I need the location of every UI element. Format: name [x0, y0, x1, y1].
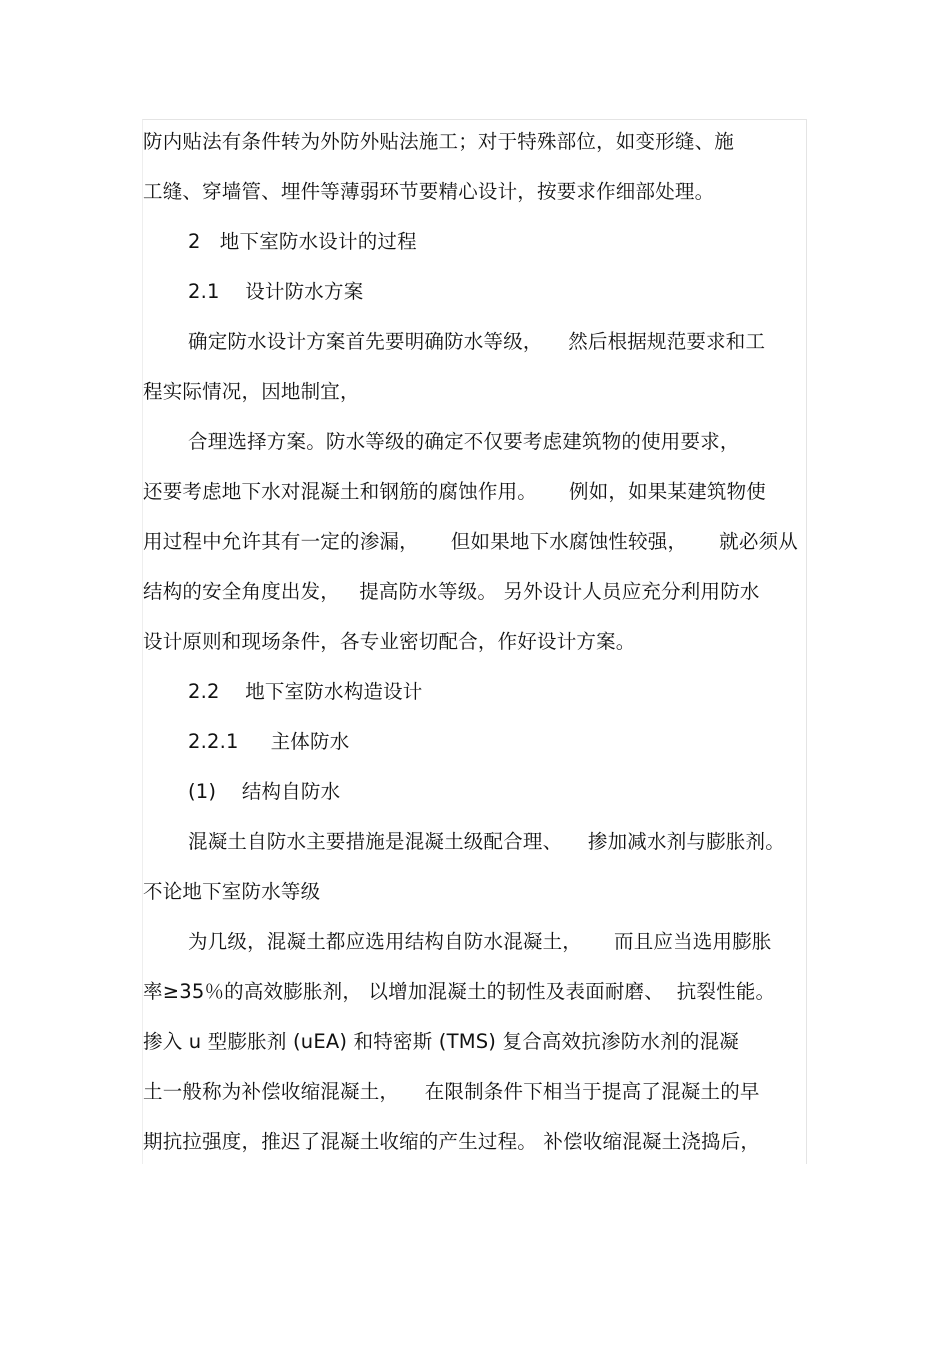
text-line: 防内贴法有条件转为外防外贴法施工；对于特殊部位，如变形缝、施: [143, 130, 735, 153]
text-line: 不论地下室防水等级: [143, 880, 321, 903]
text-line: 工缝、穿墙管、埋件等薄弱环节要精心设计，按要求作细部处理。: [143, 180, 715, 203]
text-line: 混凝土自防水主要措施是混凝土级配合理、 掺加减水剂与膨胀剂。: [188, 830, 785, 853]
text-line: 掺入 u 型膨胀剂 (uEA) 和特密斯 (TMS) 复合高效抗渗防水剂的混凝: [143, 1030, 739, 1053]
text-line: 程实际情况，因地制宜，: [143, 380, 360, 403]
text-line: 为几级，混凝土都应选用结构自防水混凝土， 而且应当选用膨胀: [188, 930, 772, 953]
subsection-heading: 2.1 设计防水方案: [188, 280, 364, 303]
text-line: 确定防水设计方案首先要明确防水等级， 然后根据规范要求和工: [188, 330, 766, 353]
subsection-heading: 2.2 地下室防水构造设计: [188, 680, 423, 703]
subsection-heading: 2.2.1 主体防水: [188, 730, 350, 753]
text-line: 用过程中允许其有一定的渗漏， 但如果地下水腐蚀性较强， 就必须从: [143, 530, 798, 553]
text-line: 率≥35％的高效膨胀剂， 以增加混凝土的韧性及表面耐磨、 抗裂性能。: [143, 980, 776, 1003]
text-line: 期抗拉强度，推迟了混凝土收缩的产生过程。 补偿收缩混凝土浇捣后，: [143, 1130, 761, 1153]
text-line: 土一般称为补偿收缩混凝土， 在限制条件下相当于提高了混凝土的早: [143, 1080, 760, 1103]
text-line: 设计原则和现场条件，各专业密切配合，作好设计方案。: [143, 630, 636, 653]
text-line: 结构的安全角度出发， 提高防水等级。 另外设计人员应充分利用防水: [143, 580, 760, 603]
item-heading: (1) 结构自防水: [188, 780, 341, 803]
text-line: 合理选择方案。防水等级的确定不仅要考虑建筑物的使用要求，: [188, 430, 740, 453]
text-line: 还要考虑地下水对混凝土和钢筋的腐蚀作用。 例如，如果某建筑物使: [143, 480, 766, 503]
section-heading: 2 地下室防水设计的过程: [188, 230, 417, 253]
